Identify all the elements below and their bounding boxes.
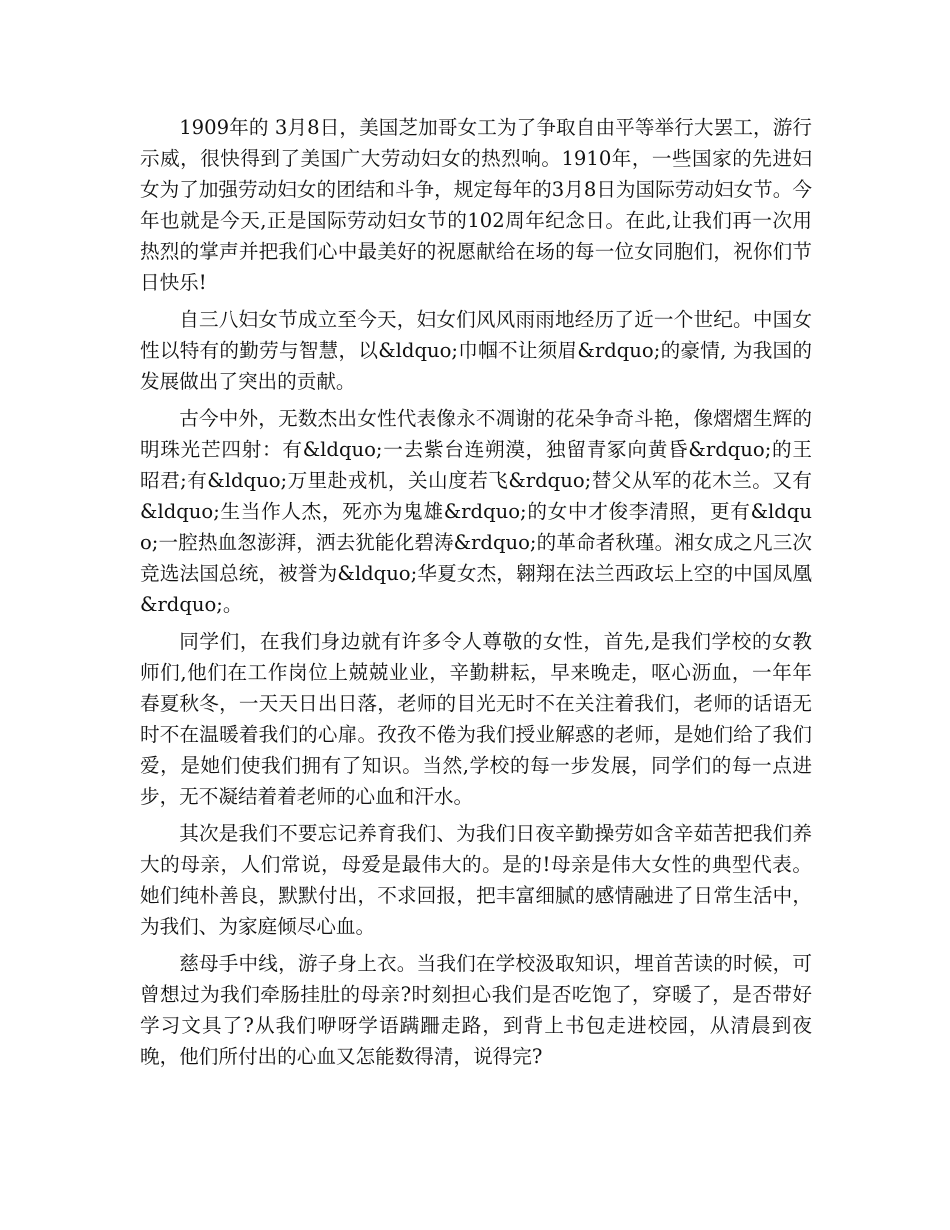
document-body	[140, 112, 812, 1072]
paragraph-2: 自三八妇女节成立至今天，妇女们风风雨雨地经历了近一个世纪。中国女性以特有的勤劳与智慧，以&ldquo;巾帼不让须眉&rdquo;的豪情, 为我国的发展做出了突出的贡献。	[140, 308, 812, 393]
paragraph-1: 1909年的 3月8日，美国芝加哥女工为了争取自由平等举行大罢工，游行示威，很快得到了美国广大劳动妇女的热烈响。1910年，一些国家的先进妇女为了加强劳动妇女的团结和斗争，规定每年的3月8日为国际劳动妇女节。今年也就是今天,正是国际劳动妇女节的102周年纪念日。在此,让我们再一次用热烈的掌声并把我们心中最美好的祝愿献给在场的每一位女同胞们，祝你们节日快乐!	[140, 116, 812, 294]
paragraph-5: 其次是我们不要忘记养育我们、为我们日夜辛勤操劳如含辛茹苦把我们养大的母亲，人们常说，母爱是最伟大的。是的!母亲是伟大女性的典型代表。她们纯朴善良，默默付出，不求回报，把丰富细腻的感情融进了日常生活中，为我们、为家庭倾尽心血。	[140, 822, 812, 938]
paragraph-4: 同学们，在我们身边就有许多令人尊敬的女性，首先,是我们学校的女教师们,他们在工作岗位上兢兢业业，辛勤耕耘，早来晚走，呕心沥血，一年年春夏秋冬，一天天日出日落，老师的目光无时不在关注着我们，老师的话语无时不在温暖着我们的心扉。孜孜不倦为我们授业解惑的老师，是她们给了我们爱，是她们使我们拥有了知识。当然,学校的每一步发展，同学们的每一点进步，无不凝结着着老师的心血和汗水。	[140, 630, 812, 808]
paragraph-3: 古今中外，无数杰出女性代表像永不凋谢的花朵争奇斗艳，像熠熠生辉的明珠光芒四射：有&ldquo;一去紫台连朔漠，独留青冢向黄昏&rdquo;的王昭君;有&ldquo;万里赴戎机，关山度若飞&rdquo;替父从军的花木兰。又有&ldquo;生当作人杰，死亦为鬼雄&rdquo;的女中才俊李清照，更有&ldquo;一腔热血怱澎湃，洒去犹能化碧涛&rdquo;的革命者秋瑾。湘女成之凡三次竞选法国总统，被誉为&ldquo;华夏女杰，翱翔在法兰西政坛上空的中国凤凰&rdquo;。	[140, 407, 812, 616]
paragraph-6: 慈母手中线，游子身上衣。当我们在学校汲取知识，埋首苦读的时候，可曾想过为我们牵肠挂肚的母亲?时刻担心我们是否吃饱了，穿暖了，是否带好学习文具了?从我们咿呀学语蹒跚走路，到背上书包走进校园，从清晨到夜晚，他们所付出的心血又怎能数得清，说得完?	[140, 952, 812, 1068]
